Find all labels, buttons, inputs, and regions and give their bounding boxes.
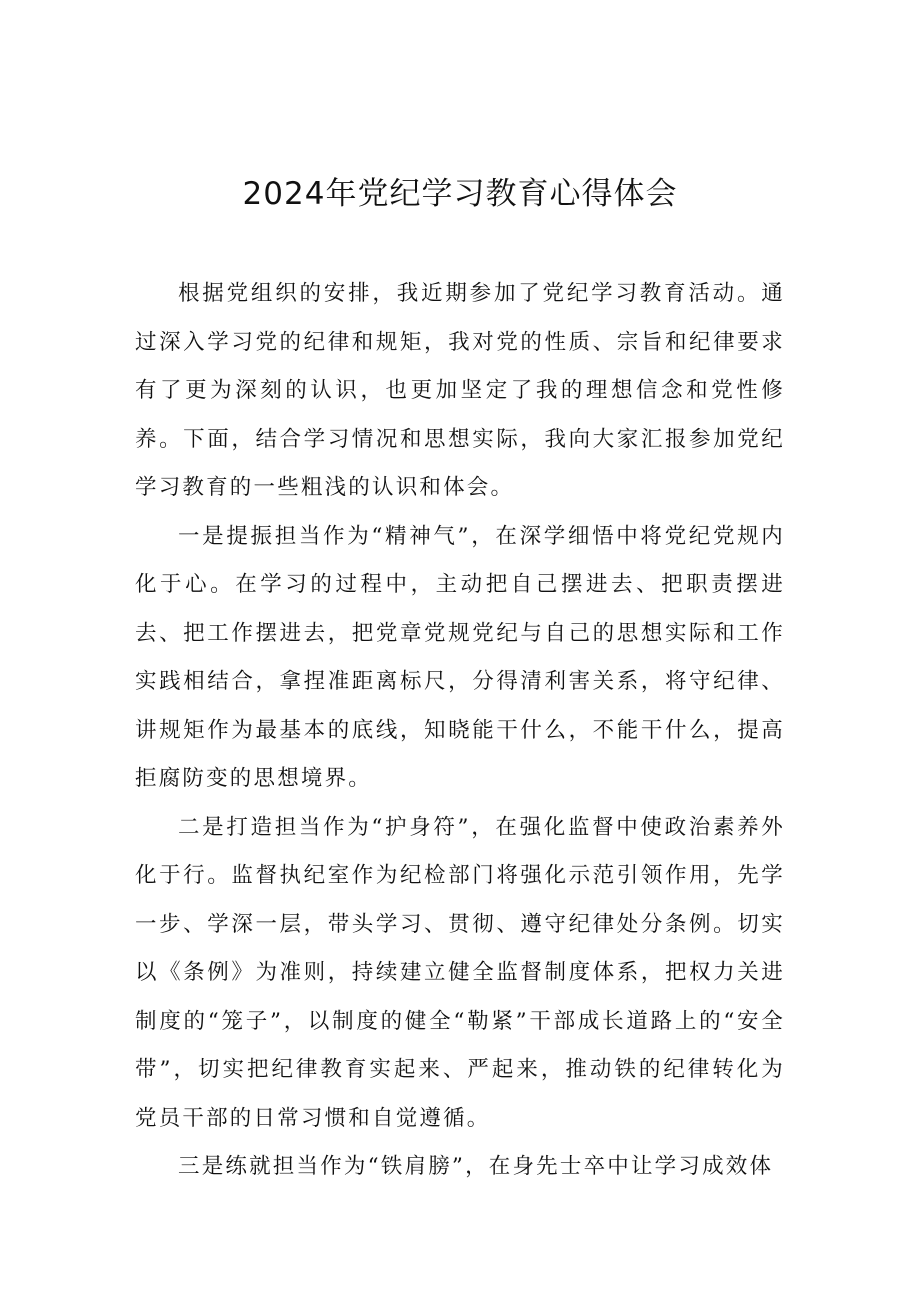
paragraph-point-three: 三是练就担当作为“铁肩膀”，在身先士卒中让学习成效体 <box>178 1154 774 1179</box>
paragraph-intro: 根据党组织的安排，我近期参加了党纪学习教育活动。通过深入学习党的纪律和规矩，我对党的性质、宗旨和纪律要求有了更为深刻的认识，也更加坚定了我的理想信念和党性修养。下面，结合学习情况和思想实际，我向大家汇报参加党纪学习教育的一些粗浅的认识和体会。 <box>135 281 785 500</box>
document-title: 2024年党纪学习教育心得体会 <box>242 176 678 212</box>
paragraph-point-two: 二是打造担当作为“护身符”，在强化监督中使政治素养外化于行。监督执纪室作为纪检部门将强化示范引领作用，先学一步、学深一层，带头学习、贯彻、遵守纪律处分条例。切实以《条例》为准则，持续建立健全监督制度体系，把权力关进制度的“笼子”，以制度的健全“勒紧”干部成长道路上的“安全带”，切实把纪律教育实起来、严起来，推动铁的纪律转化为党员干部的日常习惯和自觉遵循。 <box>135 814 785 1131</box>
document-body <box>135 270 785 1192</box>
paragraph-point-one: 一是提振担当作为“精神气”，在深学细悟中将党纪党规内化于心。在学习的过程中，主动把自己摆进去、把职责摆进去、把工作摆进去，把党章党规党纪与自己的思想实际和工作实践相结合，拿捏准距离标尺，分得清利害关系，将守纪律、讲规矩作为最基本的底线，知晓能干什么，不能干什么，提高拒腐防变的思想境界。 <box>135 523 785 791</box>
